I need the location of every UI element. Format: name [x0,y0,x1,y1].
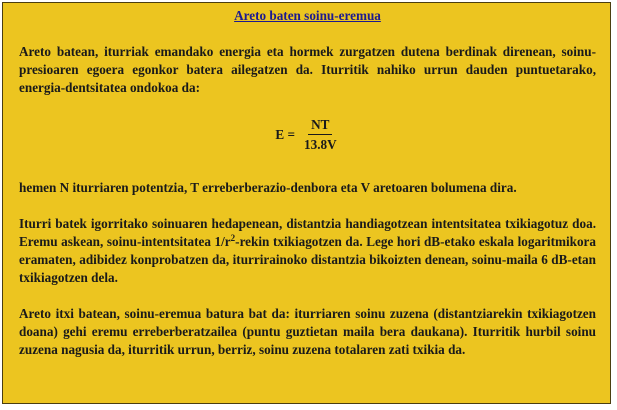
paragraph-free-field-part2: -rekin txikiagotzen da. Lege hori dB-etako eskala logaritmikora eramaten, adibidez konprobatzen da, iturrirainoko distantzia bikoizten denean, soinu-maila 6 dB-etan txikiagotzen dela. [19,234,596,285]
formula-lhs: E = [275,127,295,142]
paragraph-free-field-part1: Iturri batek igorritako soinuaren hedapenean, distantzia handiagotzean intentsitatea txikiagotuz doa. Eremu askean, soinu-intentsitatea 1/r [19,216,596,249]
formula-numerator: NT [308,116,332,135]
energy-density-formula [19,115,596,155]
text-panel [2,2,611,404]
formula-fraction [301,116,340,155]
paragraph-closed-room: Areto itxi batean, soinu-eremua batura bat da: iturriaren soinu zuzena (distantziarekin txikiagotzen doana) gehi eremu erreberberatzailea (puntu guztietan maila bera daukana). Iturritik hurbil soinu zuzena nagusia da, iturritik urrun, berriz, soinu zuzena totalaren zati txikia da. [19,306,596,357]
paragraph-variables: hemen N iturriaren potentzia, T erreberberazio-denbora eta V aretoaren bolumena dira. [19,180,517,195]
paragraph-intro: Areto batean, iturriak emandako energia eta hormek zurgatzen dutena berdinak direnean, soinu-presioaren egoera egonkor batera ailegatzen da. Iturritik nahiko urrun dauden puntuetarako, energia-dentsitatea ondokoa da: [19,44,596,95]
page-title: Areto baten soinu-eremua [234,8,381,23]
exponent: 2 [230,233,236,243]
paragraph-free-field [19,215,596,287]
formula-denominator: 13.8V [304,136,337,152]
